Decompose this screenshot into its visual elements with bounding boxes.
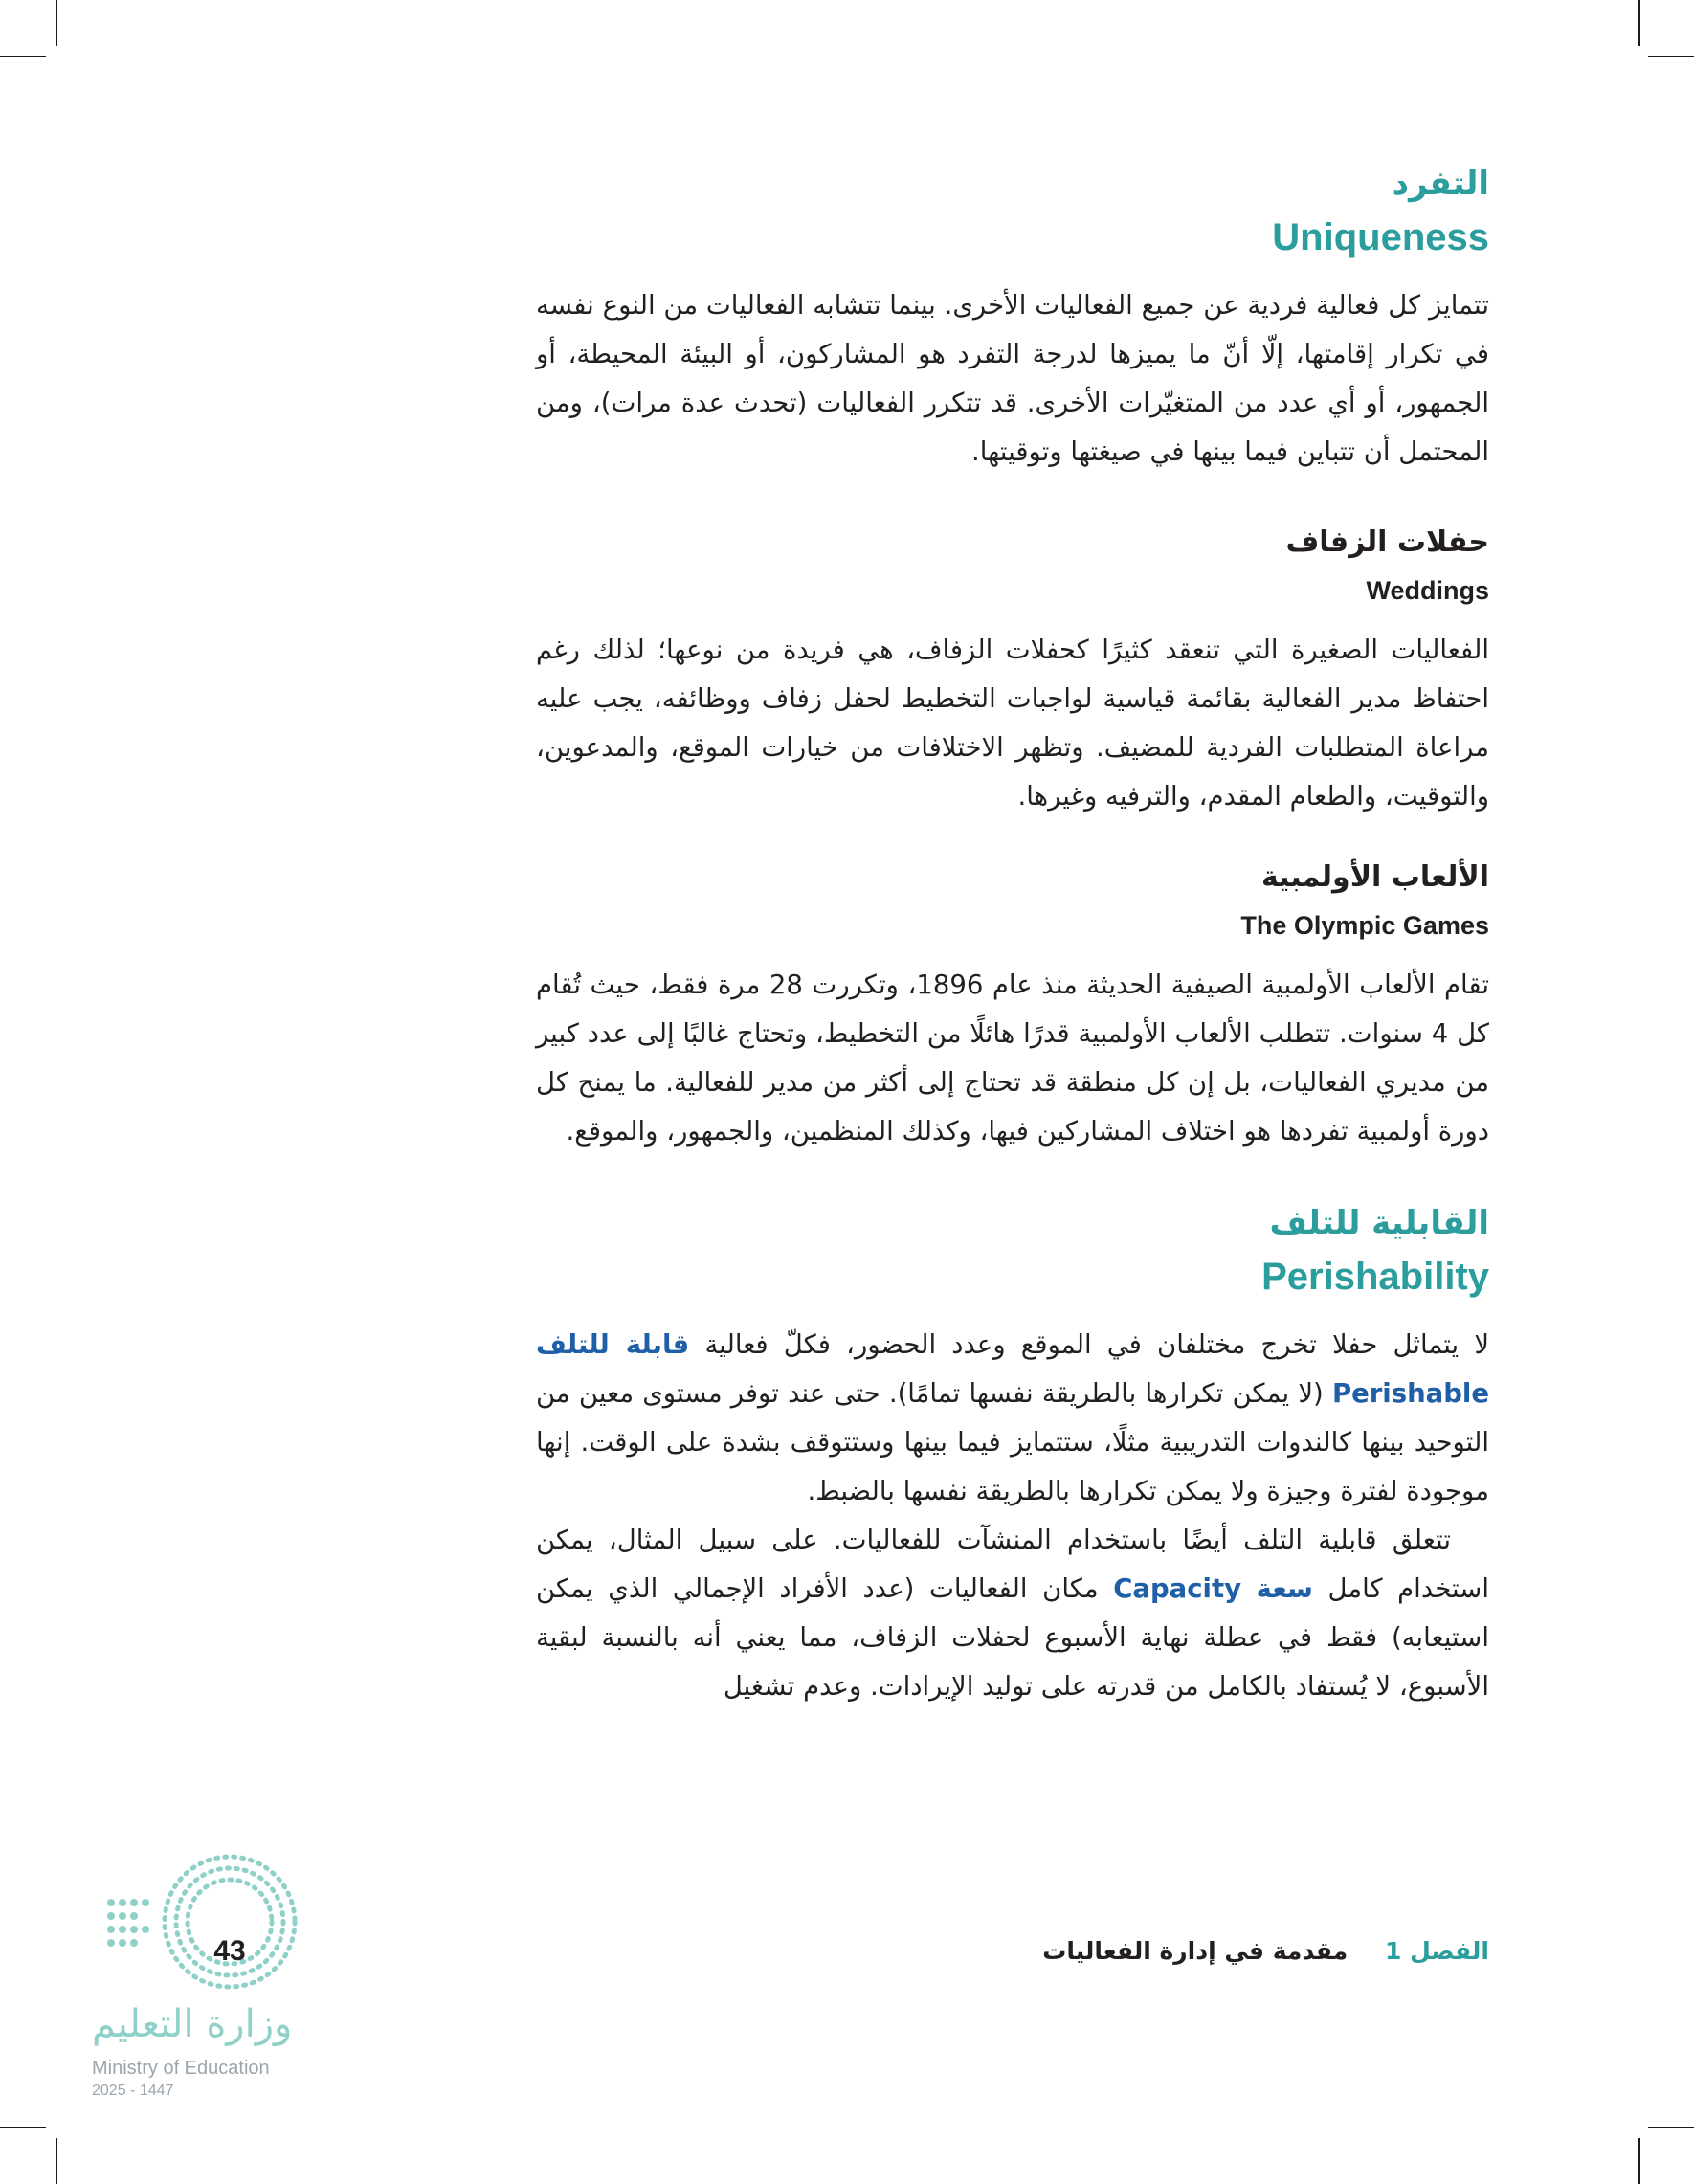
- keyword-ar: قابلة للتلف: [536, 1329, 690, 1360]
- crop-mark: [1638, 0, 1640, 46]
- ministry-name-en: Ministry of Education: [92, 2058, 270, 2079]
- footer-chapter: الفصل 1: [1384, 1937, 1489, 1965]
- paragraph-block: [536, 281, 1489, 477]
- section-title-ar: التفرد: [1392, 165, 1489, 203]
- paragraph: [536, 1321, 1489, 1516]
- text-run: (لا يمكن تكرارها بالطريقة نفسها تمامًا). حتى عند توفر مستوى معين من التوحيد بينها كالندوات التدريبية مثلًا، ستتمايز فيما بينها وستتوقف بشدة على الوقت. إنها موجودة لفترة وجيزة ولا يمكن تكرارها بالطريقة نفسها بالضبط.: [536, 1378, 1489, 1506]
- keyword-en: Perishable: [1331, 1378, 1489, 1409]
- crop-mark: [0, 2127, 46, 2128]
- section-uniqueness: [536, 163, 1489, 477]
- page-footer: [536, 1937, 1489, 1985]
- section-title-ar: القابلية للتلف: [1269, 1204, 1489, 1242]
- subsection-olympics: [536, 858, 1489, 1156]
- paragraph: الفعاليات الصغيرة التي تنعقد كثيرًا كحفلات الزفاف، هي فريدة من نوعها؛ لذلك رغم احتفاظ مدير الفعالية بقائمة قياسية لواجبات التخطيط لحفل زفاف ووظائفه، يجب عليه مراعاة المتطلبات الفردية للمضيف. وتظهر الاختلافات من خيارات الموقع، والمدعوين، والتوقيت، والطعام المقدم، والترفيه وغيرها.: [536, 635, 1489, 812]
- subsection-title-en: The Olympic Games: [1240, 911, 1489, 940]
- crop-mark: [56, 2138, 57, 2184]
- paragraph-block: [536, 1321, 1489, 1711]
- subsection-weddings: [536, 523, 1489, 821]
- footer-title: مقدمة في إدارة الفعاليات: [1042, 1937, 1349, 1965]
- section-title-en: Uniqueness: [1272, 216, 1489, 258]
- ministry-year: 2025 - 1447: [92, 2083, 174, 2099]
- text-run: تتعلق قابلية التلف أيضًا باستخدام المنشآت للفعاليات. على سبيل المثال، يمكن استخدام كامل: [536, 1525, 1489, 1604]
- paragraph: تتمايز كل فعالية فردية عن جميع الفعاليات الأخرى. بينما تتشابه الفعاليات من النوع نفسه في تكرار إقامتها، إلّا أنّ ما يميزها لدرجة التفرد هو المشاركون، أو البيئة المحيطة، أو الجمهور، أو أي عدد من المتغيّرات الأخرى. قد تتكرر الفعاليات (تحدث عدة مرات)، ومن المحتمل أن تتباين فيما بينها في صيغتها وتوقيتها.: [536, 290, 1489, 467]
- subsection-title-ar: الألعاب الأولمبية: [1260, 860, 1489, 894]
- paragraph-block: [536, 961, 1489, 1156]
- crop-mark: [56, 0, 57, 46]
- section-title-en: Perishability: [1261, 1256, 1489, 1298]
- text-run: لا يتماثل حفلا تخرج مختلفان في الموقع وعدد الحضور، فكلّ فعالية: [689, 1329, 1489, 1360]
- subsection-title-ar: حفلات الزفاف: [1285, 525, 1489, 559]
- paragraph: [536, 1516, 1489, 1711]
- section-perishability: [536, 1202, 1489, 1711]
- text-run: مكان الفعاليات (عدد الأفراد الإجمالي الذي يمكن استيعابه) فقط في عطلة نهاية الأسبوع لحفلات الزفاف، مما يعني أنه بالنسبة لبقية الأسبوع، لا يُستفاد بالكامل من قدرته على توليد الإيرادات. وعدم تشغيل: [536, 1573, 1489, 1702]
- crop-mark: [1648, 56, 1694, 57]
- paragraph-block: [536, 626, 1489, 821]
- keyword-en: Capacity: [1113, 1573, 1242, 1604]
- paragraph: تقام الألعاب الأولمبية الصيفية الحديثة منذ عام 1896، وتكررت 28 مرة فقط، حيث تُقام كل 4 سنوات. تتطلب الألعاب الأولمبية قدرًا هائلًا من التخطيط، وتحتاج غالبًا إلى عدد كبير من مديري الفعاليات، بل إن كل منطقة قد تحتاج إلى أكثر من مدير للفعالية. ما يمنح كل دورة أولمبية تفردها هو اختلاف المشاركين فيها، وكذلك المنظمين، والجمهور، والموقع.: [536, 969, 1489, 1147]
- keyword-ar: سعة: [1256, 1573, 1313, 1604]
- crop-mark: [1648, 2127, 1694, 2128]
- page-number: 43: [213, 1935, 246, 1967]
- ministry-name-ar: وزارة التعليم: [92, 2002, 293, 2046]
- page-content: [536, 163, 1489, 1711]
- crop-mark: [0, 56, 46, 57]
- crop-mark: [1638, 2138, 1640, 2184]
- subsection-title-en: Weddings: [1366, 576, 1489, 605]
